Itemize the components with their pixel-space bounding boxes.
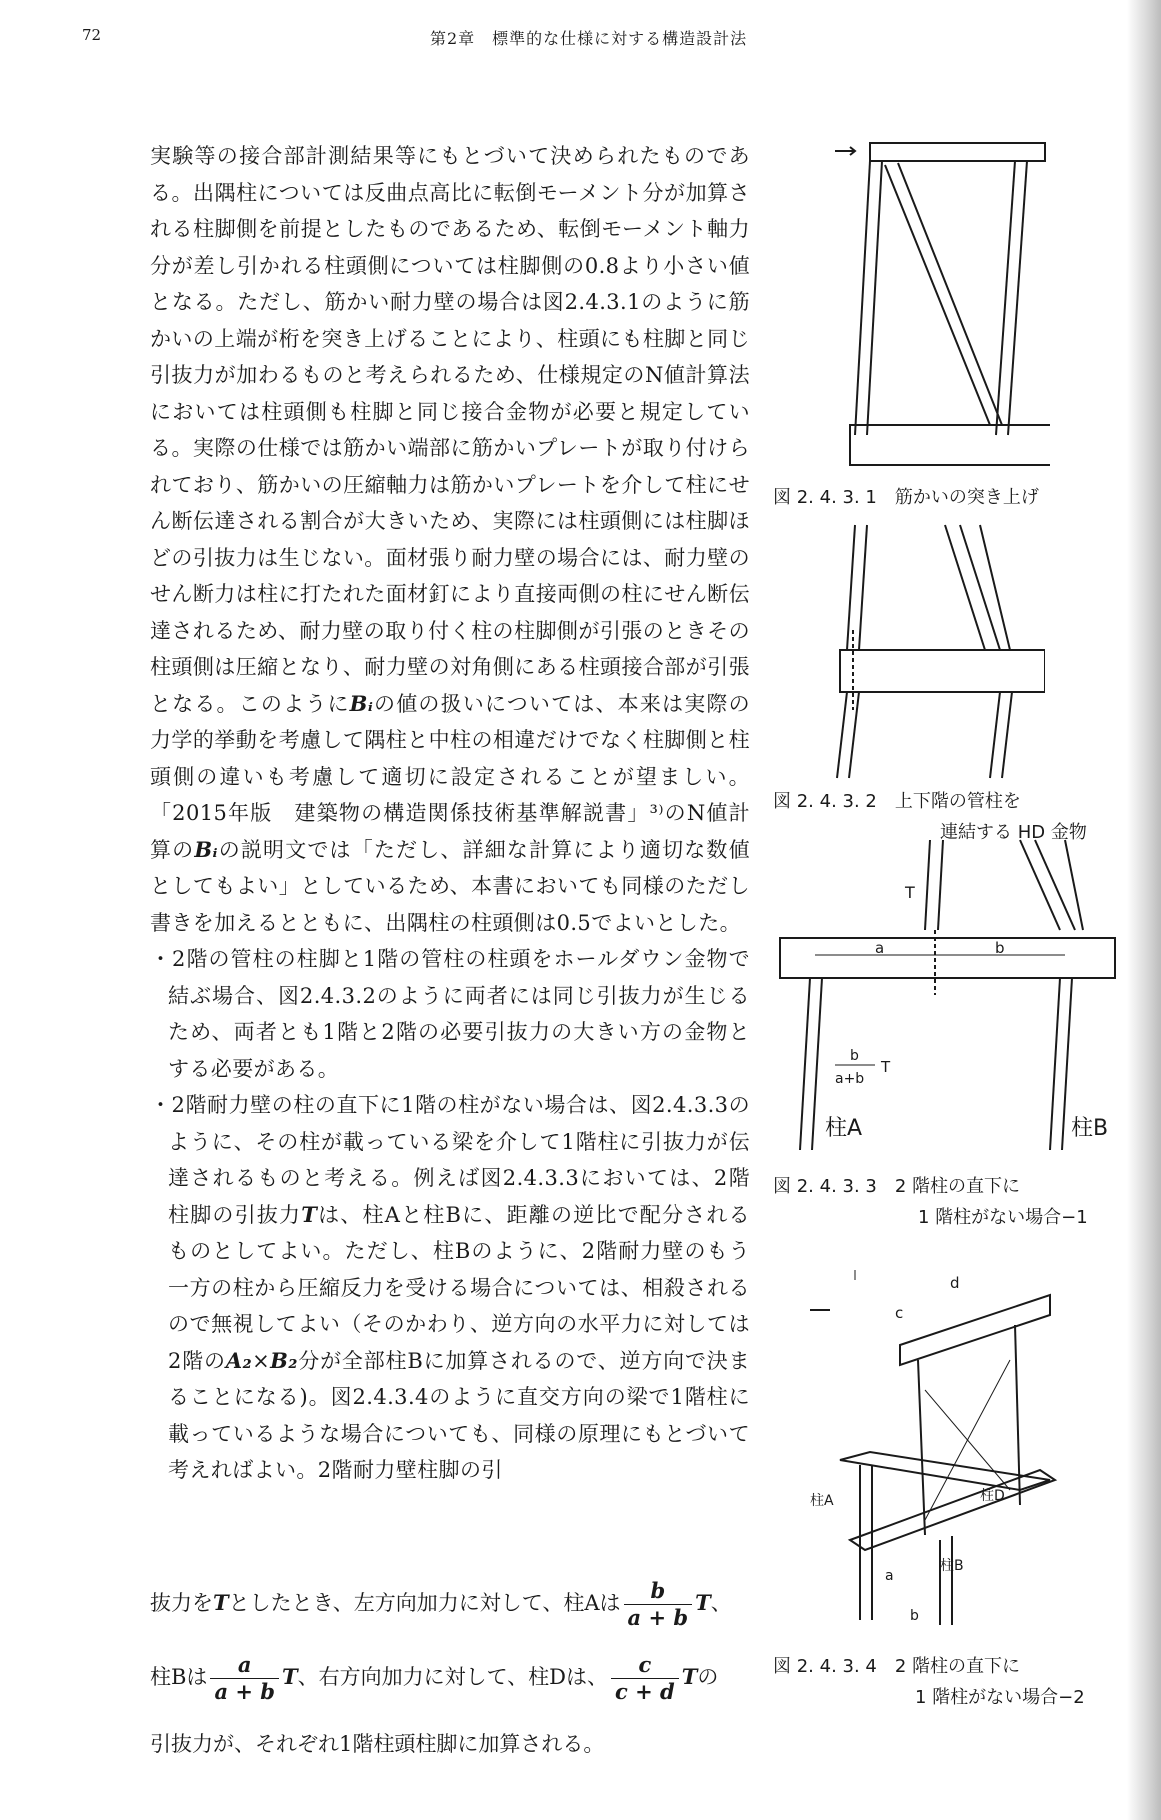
text-run: 分が全部柱Bに加算されるので、逆方向で決まることになる)。図2.4.3.4のように直交方向の梁で1階柱に載っているような場合についても、同様の原理にもとづいて考えればよい。2階耐力壁柱脚の引 (168, 1348, 750, 1482)
fig3-caption-line2: 1 階柱がない場合−1 (918, 1207, 1088, 1228)
text-run: 抜力を (150, 1591, 213, 1615)
fraction-a-over-a-plus-b (210, 1652, 279, 1705)
page-edge-shadow (1127, 0, 1161, 1820)
text-run: 、 (710, 1591, 732, 1615)
lower-post-b-right (1002, 692, 1012, 778)
upper-brace-3 (1065, 840, 1083, 930)
figure-hd-connector (835, 520, 1045, 785)
denominator: a + b (214, 1679, 275, 1704)
fig1-caption: 図 2. 4. 3. 1 筋かいの突き上げ (773, 487, 1039, 508)
label-col-b: 柱B (1071, 1116, 1109, 1141)
formula-line-1 (150, 1578, 732, 1631)
denominator: c + d (615, 1679, 675, 1704)
frac-t: T (881, 1058, 891, 1076)
figure-no-post-case-2 (810, 1240, 1060, 1630)
post-left-inner (867, 161, 882, 435)
bullet-2 (150, 1087, 750, 1489)
times-sign: × (252, 1348, 271, 1373)
upper-post-outer (925, 840, 930, 930)
dim-c: c (895, 1304, 904, 1322)
symbol-b2: B₂ (270, 1347, 298, 1373)
brace-line-1 (885, 165, 990, 425)
figure-no-post-case-1 (775, 835, 1120, 1170)
floor-beam (780, 938, 1115, 978)
body-text (150, 138, 750, 1489)
fig4-caption-line1: 図 2. 4. 3. 4 2 階柱の直下に (773, 1656, 1021, 1677)
fig2-caption-line1: 図 2. 4. 3. 2 上下階の管柱を (773, 791, 1021, 812)
floor-beam (840, 650, 1045, 692)
fig3-caption-line1: 図 2. 4. 3. 3 2 階柱の直下に (773, 1176, 1021, 1197)
text-run: の (697, 1665, 719, 1689)
text-run: 実験等の接合部計測結果等にもとづいて決められたものである。出隅柱については反曲点高比に転倒モーメント分が加算される柱脚側を前提としたものであるため、転倒モーメント軸力分が差し引かれる柱頭側については柱脚側の0.8より小さい値となる。ただし、筋かい耐力壁の場合は図2.4.3.1のように筋かいの上端が桁を突き上げることにより、柱頭にも柱脚と同じ引抜力が加わるものと考えられるため、仕様規定のN値計算法においては柱頭側も柱脚と同じ接合金物が必要と規定している。実際の仕様では筋かい端部に筋かいプレートが取り付けられており、筋かいの圧縮軸力は筋かいプレートを介して柱にせん断伝達される割合が大きいため、実際には柱頭側には柱脚ほどの引抜力は生じない。面材張り耐力壁の場合には、耐力壁のせん断力は柱に打たれた面材釘により直接両側の柱にせん断伝達されるため、耐力壁の取り付く柱の柱脚側が引張のときその柱頭側は圧縮となり、耐力壁の対角側にある柱頭接合部が引張となる。このように (150, 144, 750, 716)
numerator: c (611, 1652, 679, 1679)
numerator: a (210, 1652, 279, 1679)
dim-b: b (995, 939, 1005, 957)
beam-top (870, 143, 1045, 161)
fraction-b-over-a-plus-b (624, 1578, 693, 1631)
label-col-d: 柱D (980, 1488, 1005, 1504)
post-right-outer (996, 161, 1015, 435)
formula-line-3: 引抜力が、それぞれ1階柱頭柱脚に加算される。 (150, 1732, 605, 1756)
symbol-bi: Bᵢ (349, 690, 374, 716)
fig2-caption-line2: 連結する HD 金物 (940, 822, 1087, 843)
post-right-inner (1008, 161, 1027, 435)
upper-post-inner (938, 840, 943, 930)
text-run: 柱Bは (150, 1665, 208, 1689)
label-col-a: 柱A (810, 1493, 834, 1509)
symbol-bi: Bᵢ (194, 836, 218, 862)
frac-num: b (850, 1048, 859, 1064)
symbol-a2: A₂ (225, 1347, 253, 1373)
dim-a: a (875, 939, 885, 957)
post-left-outer (855, 161, 870, 435)
fraction-c-over-c-plus-d (611, 1652, 679, 1705)
text-run: の値の扱いについては、本来は実際の力学的挙動を考慮して隅柱と中柱の相違だけでなく柱脚側と柱頭側の違いも考慮して適切に設定されることが望ましい。「2015年版 建築物の構造関係技術基準解説書」³⁾のN値計算の (150, 691, 750, 862)
formula-line-2 (150, 1652, 718, 1705)
text-run: としたとき、左方向加力に対して、柱Aは (228, 1591, 621, 1615)
lower-post-b-left (990, 692, 1000, 778)
post-a-inner (812, 978, 822, 1150)
text-run: は、柱Aと柱Bに、距離の逆比で配分されるものとしてよい。ただし、柱Bのように、2階耐力壁のもう一方の柱から圧縮反力を受ける場合については、相殺されるので無視してよい（そのかわり、逆方向の水平力に対しては2階の (168, 1202, 750, 1373)
text-run: の説明文では「ただし、詳細な計算により適切な数値としてもよい」としているため、本書においても同様のただし書きを加えるとともに、出隅柱の柱頭側は0.5でよいとした。 (150, 837, 750, 935)
lower-post-left (837, 692, 847, 778)
label-col-a: 柱A (825, 1116, 863, 1141)
upper-post-right (859, 525, 867, 650)
frac-den: a+b (835, 1071, 865, 1087)
top-beam (900, 1295, 1050, 1365)
post-b-inner (1050, 978, 1060, 1150)
symbol-t: T (695, 1590, 711, 1615)
figure-brace-pushup (830, 135, 1050, 470)
page-number: 72 (82, 26, 102, 44)
paragraph-1 (150, 138, 750, 941)
symbol-t: T (213, 1590, 229, 1615)
label-col-b: 柱B (940, 1558, 964, 1574)
symbol-t: T (681, 1664, 698, 1689)
running-header: 第2章 標準的な仕様に対する構造設計法 (430, 29, 748, 48)
denominator: a + b (627, 1605, 689, 1630)
numerator: b (624, 1578, 693, 1605)
dim-a: a (885, 1568, 894, 1584)
text-run: 、右方向加力に対して、柱Dは、 (297, 1665, 609, 1689)
brace-line-2 (898, 163, 1002, 425)
symbol-t: T (301, 1201, 318, 1227)
fig4-caption-line2: 1 階柱がない場合−2 (915, 1687, 1085, 1708)
sill (850, 425, 1050, 465)
dim-d: d (950, 1274, 960, 1292)
dim-b: b (910, 1608, 919, 1624)
label-t: T (905, 883, 915, 902)
symbol-t: T (281, 1664, 298, 1689)
text-run: ・2階耐力壁の柱の直下に1階の柱がない場合は、図2.4.3.3のように、その柱が載っている梁を介して1階柱に引抜力が伝達されるものと考える。例えば図2.4.3.3においては、2階柱脚の引抜力 (150, 1093, 750, 1227)
lower-post-right (849, 692, 859, 778)
post-a-outer (800, 978, 810, 1150)
upper-post-c (918, 1360, 925, 1535)
bullet-1: ・2階の管柱の柱脚と1階の管柱の柱頭をホールダウン金物で結ぶ場合、図2.4.3.2のように両者には同じ引抜力が生じるため、両者とも1階と2階の必要引抜力の大きい方の金物とする必要がある。 (150, 947, 750, 1081)
